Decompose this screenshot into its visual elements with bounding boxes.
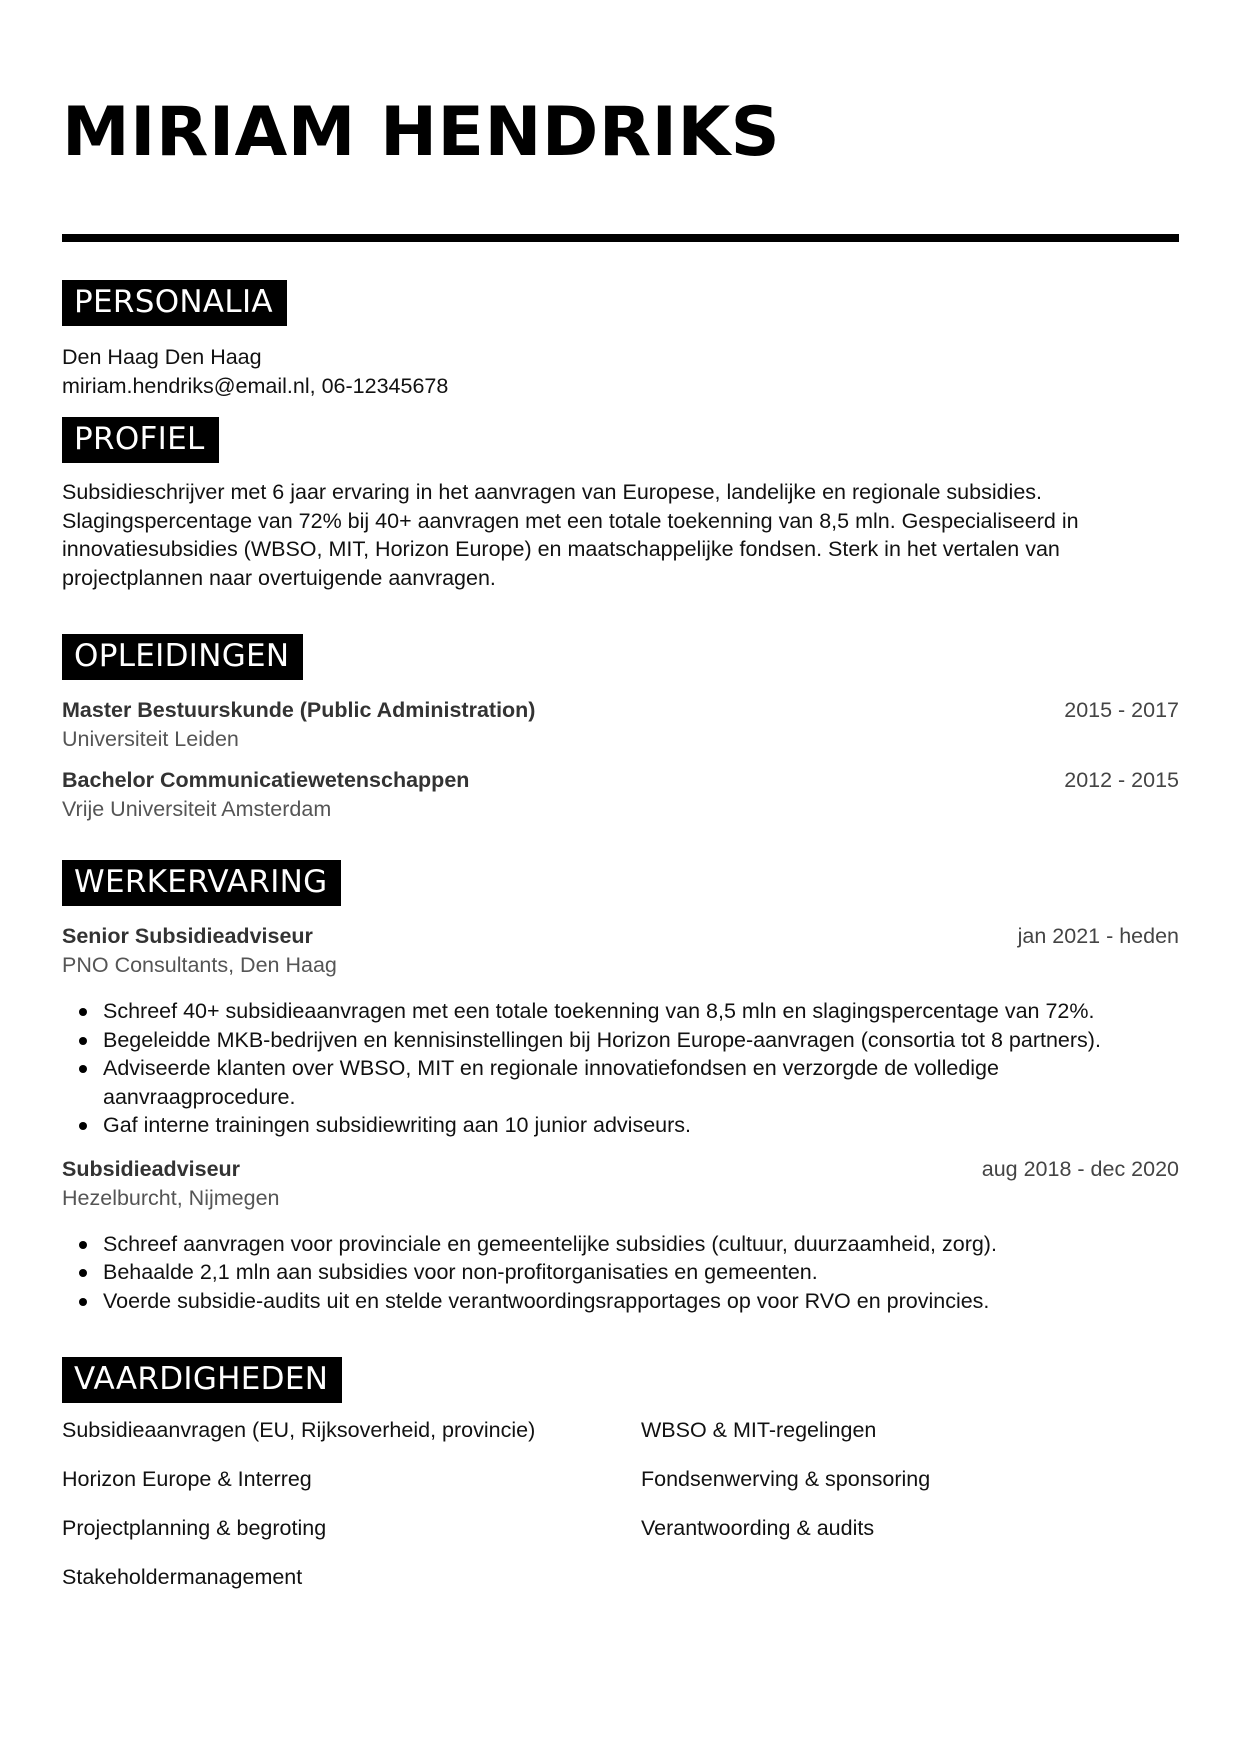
opleidingen-section: [62, 634, 1179, 824]
education-date: 2015 - 2017: [1064, 698, 1179, 722]
opleidingen-heading: OPLEIDINGEN: [62, 634, 303, 680]
job-bullet: Schreef aanvragen voor provinciale en gemeentelijke subsidies (cultuur, duurzaamheid, zorg).: [103, 1230, 1193, 1259]
profiel-line: Slagingspercentage van 72% bij 40+ aanvragen met een totale toekenning van 8,5 mln. Gespecialiseerd in: [62, 508, 1079, 533]
profiel-line: innovatiesubsidies (WBSO, MIT, Horizon Europe) en maatschappelijke fondsen. Sterk in het vertalen van: [62, 537, 1060, 561]
education-entry: [62, 696, 1179, 754]
job-date: aug 2018 - dec 2020: [981, 1156, 1179, 1181]
job-bullet: Begeleidde MKB-bedrijven en kennisinstellingen bij Horizon Europe-aanvragen (consortia tot 8 partners).: [103, 1026, 1193, 1055]
education-degree: Master Bestuurskunde (Public Administration): [62, 698, 536, 722]
job-bullet: Adviseerde klanten over WBSO, MIT en regionale innovatiefondsen en verzorgde de volledige aanvraagprocedure.: [103, 1054, 1063, 1111]
profiel-section: [62, 417, 1179, 592]
job-bullet: Behaalde 2,1 mln aan subsidies voor non-profitorganisaties en gemeenten.: [103, 1258, 1193, 1287]
education-entry: [62, 766, 1179, 824]
vaardigheden-section: [62, 1357, 1179, 1592]
resume-name: MIRIAM HENDRIKS: [62, 93, 781, 172]
education-degree: Bachelor Communicatiewetenschappen: [62, 768, 470, 792]
vaardigheden-heading: VAARDIGHEDEN: [62, 1357, 342, 1403]
skill-item: Stakeholdermanagement: [62, 1565, 303, 1589]
job-entry: [62, 1155, 1179, 1316]
personalia-heading: PERSONALIA: [62, 280, 287, 326]
skill-item: Projectplanning & begroting: [62, 1516, 327, 1540]
skill-item: WBSO & MIT-regelingen: [641, 1418, 877, 1442]
skills-grid: [62, 1416, 1179, 1592]
personalia-contact: miriam.hendriks@email.nl, 06-12345678: [62, 373, 449, 398]
job-title: Subsidieadviseur: [62, 1156, 241, 1181]
job-bullet: Schreef 40+ subsidieaanvragen met een totale toekenning van 8,5 mln en slagingspercentage van 72%.: [103, 997, 1193, 1026]
profiel-text: [62, 478, 1179, 592]
header-divider: [62, 234, 1179, 242]
job-bullet: Voerde subsidie-audits uit en stelde verantwoordingsrapportages op voor RVO en provincies.: [103, 1287, 1193, 1316]
education-date: 2012 - 2015: [1064, 768, 1179, 792]
personalia-section: [62, 280, 1179, 400]
job-company: Hezelburcht, Nijmegen: [62, 1185, 280, 1210]
skill-item: Horizon Europe & Interreg: [62, 1467, 312, 1491]
education-school: Universiteit Leiden: [62, 727, 239, 751]
profiel-line: Subsidieschrijver met 6 jaar ervaring in het aanvragen van Europese, landelijke en regionale subsidies.: [62, 480, 1043, 504]
werkervaring-heading: WERKERVARING: [62, 860, 341, 906]
job-entry: [62, 922, 1179, 1140]
job-bullets: [62, 997, 1193, 1140]
education-school: Vrije Universiteit Amsterdam: [62, 797, 332, 821]
werkervaring-section: [62, 860, 1179, 1315]
job-bullets: [62, 1230, 1193, 1316]
profiel-heading: PROFIEL: [62, 417, 219, 463]
skill-item: Fondsenwerving & sponsoring: [641, 1467, 931, 1491]
job-title: Senior Subsidieadviseur: [62, 924, 313, 948]
personalia-address: Den Haag Den Haag: [62, 345, 262, 369]
profiel-line: projectplannen naar overtuigende aanvragen.: [62, 565, 496, 590]
skill-item: Verantwoording & audits: [641, 1516, 875, 1540]
skill-item: Subsidieaanvragen (EU, Rijksoverheid, provincie): [62, 1418, 536, 1442]
job-bullet: Gaf interne trainingen subsidiewriting aan 10 junior adviseurs.: [103, 1111, 1193, 1140]
job-company: PNO Consultants, Den Haag: [62, 953, 337, 977]
job-date: jan 2021 - heden: [1017, 924, 1179, 948]
